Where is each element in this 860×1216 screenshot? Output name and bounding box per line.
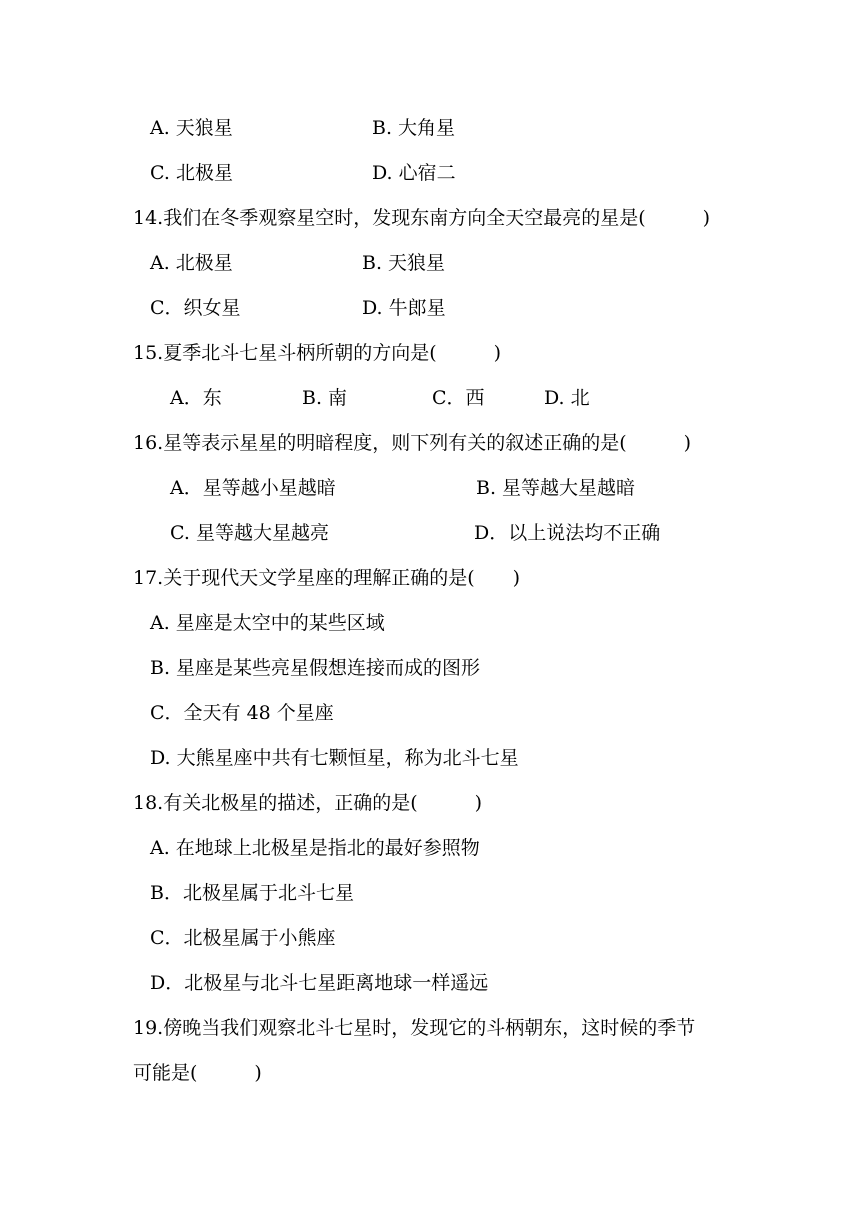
q16-option-c: C. 星等越大星越亮	[170, 522, 329, 544]
q13-option-a: A. 天狼星	[150, 117, 233, 139]
q18-stem: 18.有关北极星的描述，正确的是( )	[133, 792, 483, 814]
q14-option-d: D. 牛郎星	[362, 297, 446, 319]
q17-option-d: D. 大熊星座中共有七颗恒星，称为北斗七星	[150, 747, 519, 769]
q15-option-a: A．东	[170, 387, 222, 409]
q16-option-b: B. 星等越大星越暗	[476, 477, 636, 499]
q19-stem-line1: 19.傍晚当我们观察北斗七星时，发现它的斗柄朝东，这时候的季节	[133, 1017, 696, 1039]
q13-option-d: D. 心宿二	[372, 162, 456, 184]
q13-option-b: B. 大角星	[372, 117, 456, 139]
q16-option-a: A．星等越小星越暗	[170, 477, 336, 499]
q18-option-a: A. 在地球上北极星是指北的最好参照物	[150, 837, 480, 859]
q18-option-d: D．北极星与北斗七星距离地球一样遥远	[150, 972, 489, 994]
q14-option-c: C．织女星	[150, 297, 241, 319]
q16-stem: 16.星等表示星星的明暗程度，则下列有关的叙述正确的是( )	[133, 432, 692, 454]
q14-stem: 14.我们在冬季观察星空时，发现东南方向全天空最亮的星是( )	[133, 207, 711, 229]
q17-option-a: A. 星座是太空中的某些区域	[150, 612, 385, 634]
q15-option-b: B. 南	[302, 387, 348, 409]
q17-stem: 17.关于现代天文学星座的理解正确的是( )	[133, 567, 521, 589]
q18-option-c: C．北极星属于小熊座	[150, 927, 336, 949]
q19-stem-line2: 可能是( )	[133, 1062, 262, 1084]
q18-option-b: B．北极星属于北斗七星	[150, 882, 354, 904]
q13-option-c: C. 北极星	[150, 162, 233, 184]
q15-stem: 15.夏季北斗七星斗柄所朝的方向是( )	[133, 342, 502, 364]
q15-option-d: D. 北	[544, 387, 590, 409]
q14-option-a: A. 北极星	[150, 252, 233, 274]
q14-option-b: B. 天狼星	[362, 252, 446, 274]
q16-option-d: D．以上说法均不正确	[474, 522, 661, 544]
q15-option-c: C．西	[432, 387, 485, 409]
q17-option-b: B. 星座是某些亮星假想连接而成的图形	[150, 657, 481, 679]
q17-option-c: C．全天有 48 个星座	[150, 702, 334, 724]
